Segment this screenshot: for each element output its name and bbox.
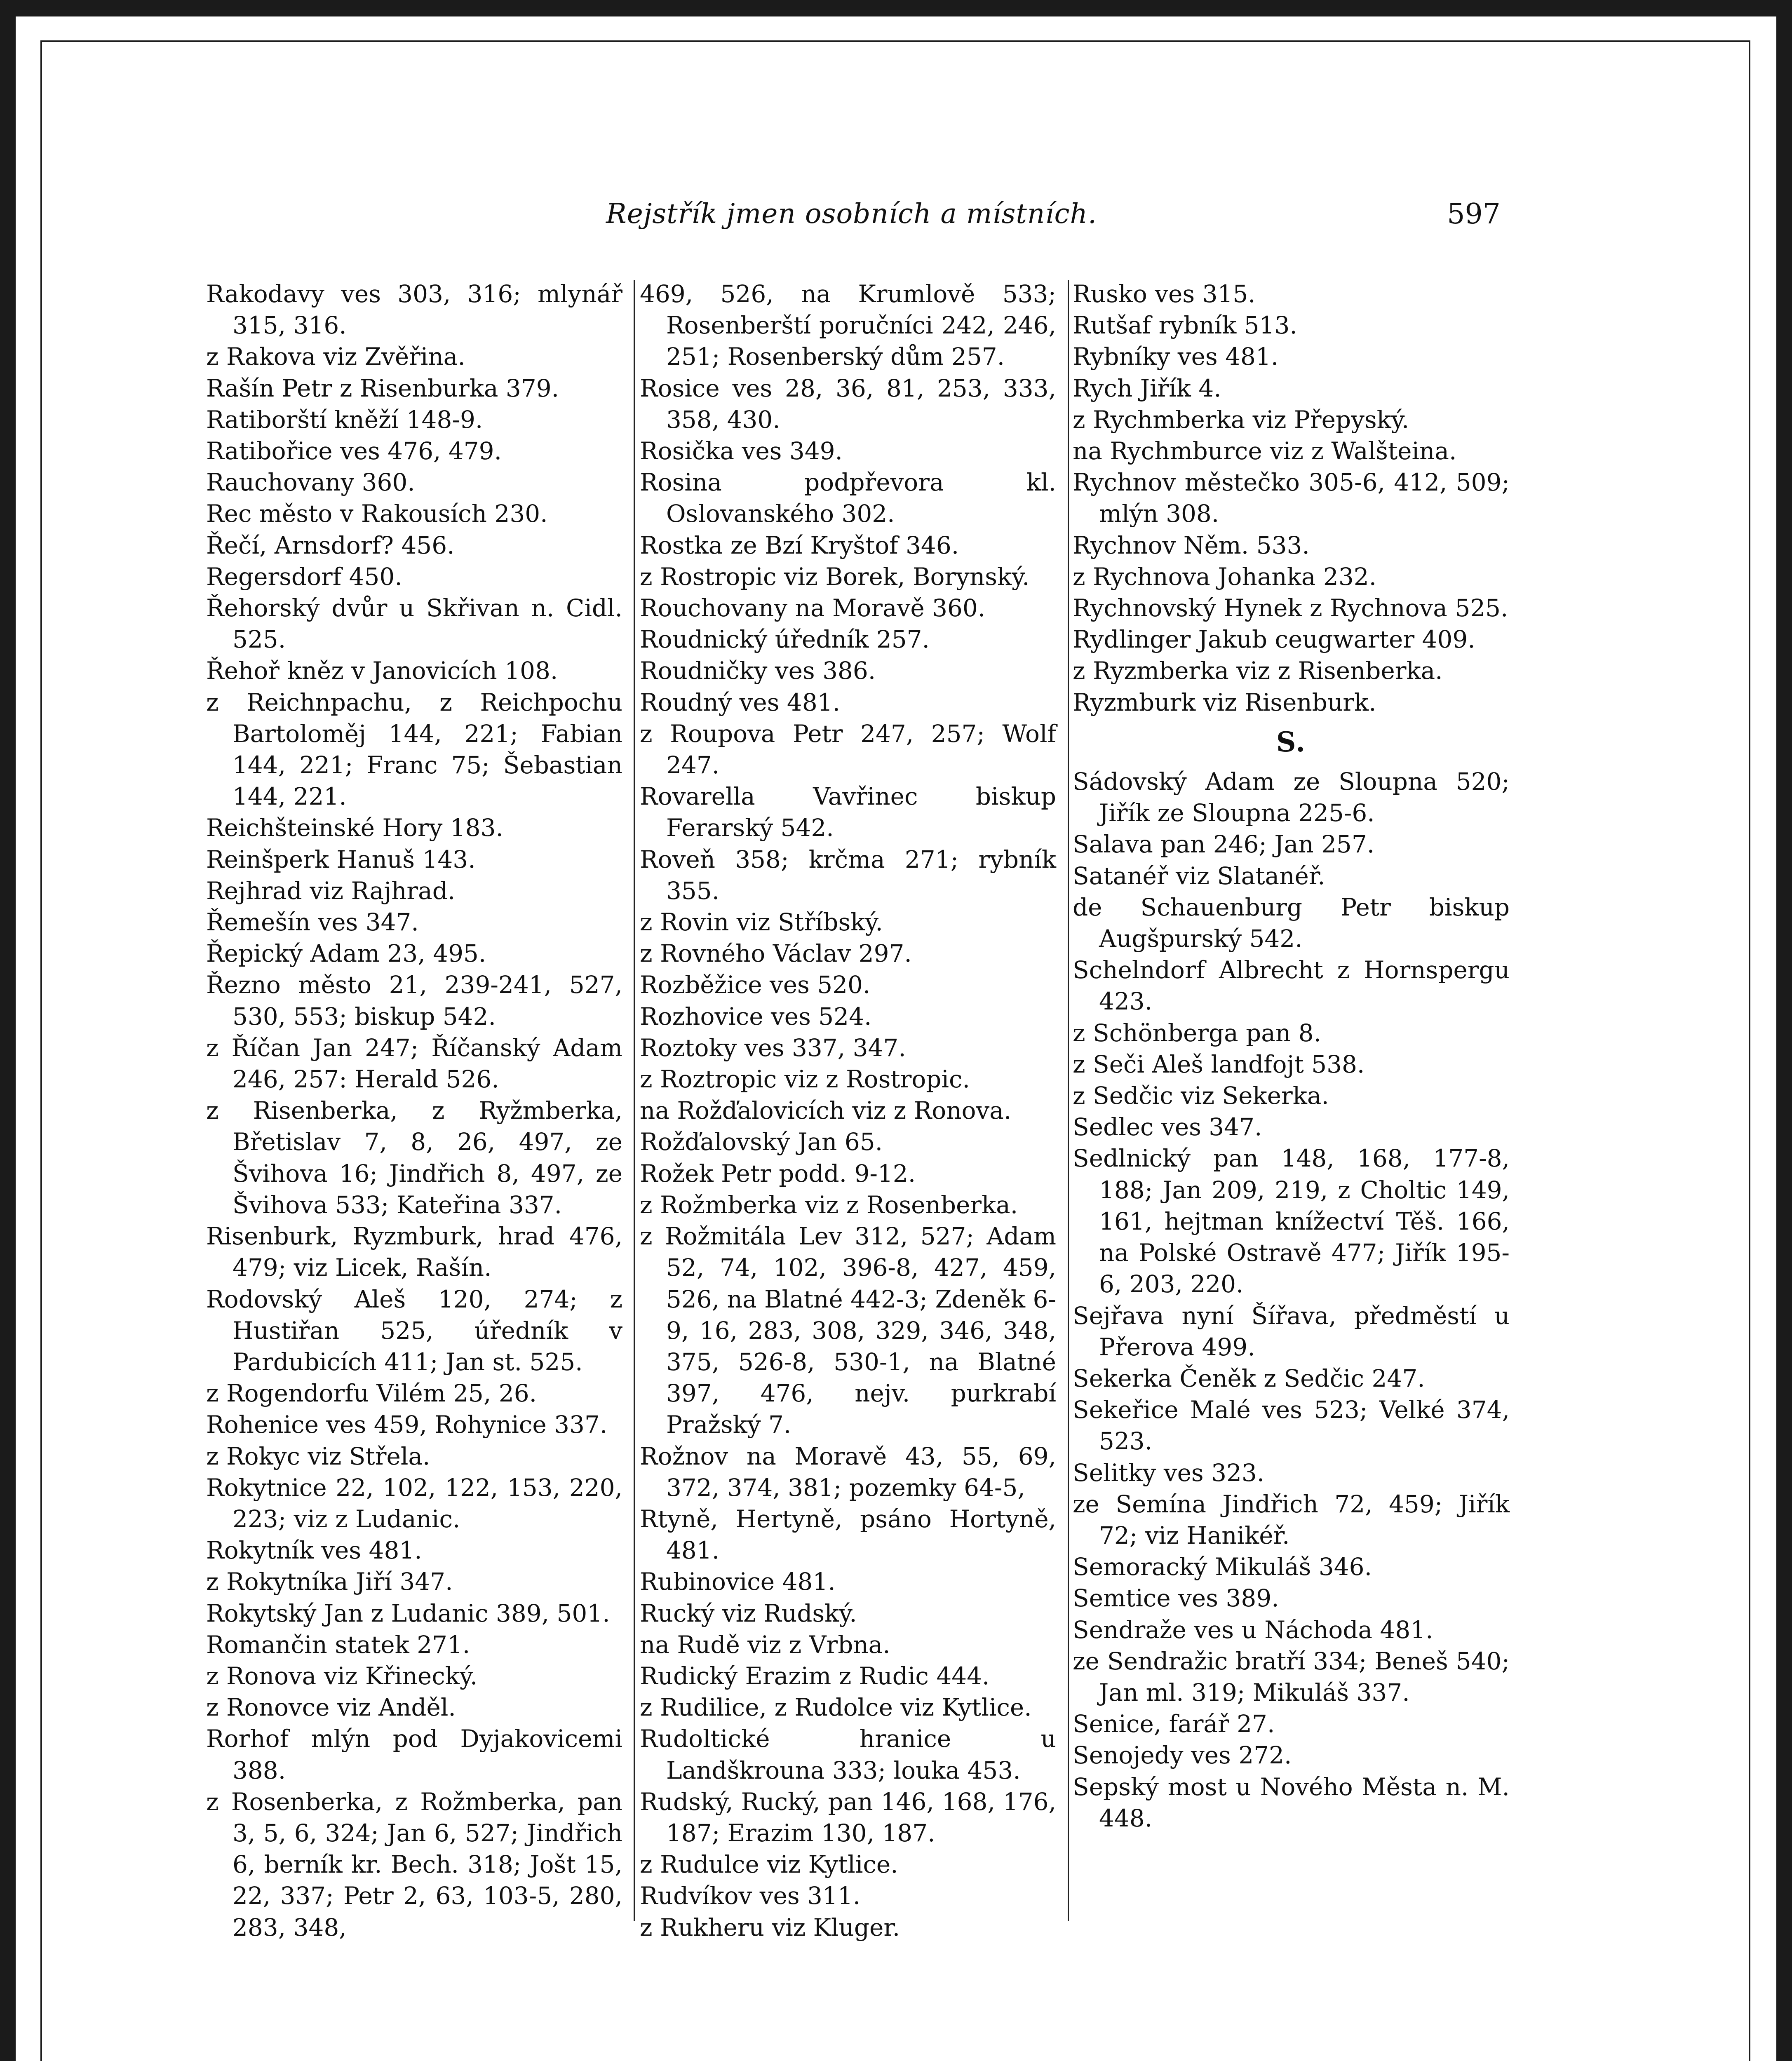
index-entry: Roztoky ves 337, 347. [640,1033,906,1062]
index-entry: z Ronovce viz Anděl. [206,1693,456,1722]
index-entry: Reinšperk Hanuš 143. [206,845,476,873]
index-entry: Rokytník ves 481. [206,1536,422,1565]
index-entry: z Rožmitála Lev 312, 527; Adam 52, 74, 102, 396-8, 427, 459, 526, na Blatné 442-3; Zdeněk 6-9, 16, 283, 308, 329, 346, 348, 375, 526-8, 530-1, na Blatné 397, 476, nejv. purkrabí Pražský 7. [640,1222,1056,1439]
index-entry: 469, 526, na Krumlově 533; Rosenberští poručníci 242, 246, 251; Rosenberský dům 257. [640,280,1056,371]
index-entry: Rybníky ves 481. [1073,343,1279,371]
index-entry: Rašín Petr z Risenburka 379. [206,374,559,402]
index-entry: Rtyně, Hertyně, psáno Hortyně, 481. [640,1505,1056,1565]
index-entry: z Roztropic viz z Rostropic. [640,1065,970,1094]
index-entry: Satanéř viz Slatanéř. [1073,861,1325,890]
index-entry: Rychnov městečko 305-6, 412, 509; mlýn 308. [1073,468,1510,528]
index-column-3-part-s [1073,766,1510,1834]
page-header [198,198,1501,243]
index-entry: Rouchovany na Moravě 360. [640,594,986,622]
index-entry: Senojedy ves 272. [1073,1741,1292,1770]
index-entry: Rubinovice 481. [640,1568,836,1596]
index-entry: Rudvíkov ves 311. [640,1882,861,1910]
index-entry: Sekerka Čeněk z Sedčic 247. [1073,1364,1425,1392]
index-entry: Rorhof mlýn pod Dyjakovicemi 388. [206,1725,622,1784]
index-entry: Řehoř kněz v Janovicích 108. [206,657,558,685]
index-entry: Roudničky ves 386. [640,657,876,685]
index-entry: Sedlec ves 347. [1073,1113,1262,1141]
index-entry: Sendraže ves u Náchoda 481. [1073,1615,1433,1644]
index-entry: z Rožmberka viz z Rosenberka. [640,1190,1018,1219]
index-entry: de Schauenburg Petr biskup Augšpurský 542. [1073,893,1510,953]
index-entry: Ratiborští kněží 148-9. [206,405,483,434]
index-entry: Rokytnice 22, 102, 122, 153, 220, 223; viz z Ludanic. [206,1473,622,1533]
index-entry: Ryzmburk viz Risenburk. [1073,688,1376,716]
index-entry: Rokytský Jan z Ludanic 389, 501. [206,1599,610,1627]
index-entry: z Rudulce viz Kytlice. [640,1850,898,1879]
index-entry: Rovarella Vavřinec biskup Ferarský 542. [640,782,1056,842]
index-entry: z Říčan Jan 247; Říčanský Adam 246, 257: Herald 526. [206,1033,622,1094]
index-entry: ze Sendražic bratří 334; Beneš 540; Jan ml. 319; Mikuláš 337. [1073,1647,1510,1707]
index-entry: z Rychmberka viz Přepyský. [1073,405,1409,434]
index-entry: Sepský most u Nového Města n. M. 448. [1073,1772,1510,1832]
index-entry: z Rudilice, z Rudolce viz Kytlice. [640,1693,1032,1722]
index-entry: Rohenice ves 459, Rohynice 337. [206,1411,608,1439]
index-entry: na Rudě viz z Vrbna. [640,1630,890,1659]
index-entry: Romančin statek 271. [206,1630,470,1659]
index-entry: z Rovin viz Stříbský. [640,908,883,937]
index-entry: Selitky ves 323. [1073,1458,1265,1487]
index-entry: Rych Jiřík 4. [1073,374,1221,402]
index-entry: Rauchovany 360. [206,468,415,497]
index-entry: Rudický Erazim z Rudic 444. [640,1662,990,1690]
index-entry: Rusko ves 315. [1073,280,1256,308]
index-entry: Rydlinger Jakub ceugwarter 409. [1073,625,1475,654]
index-entry: z Rukheru viz Kluger. [640,1913,900,1941]
index-entry: Reichšteinské Hory 183. [206,814,503,842]
index-entry: z Rogendorfu Vilém 25, 26. [206,1379,537,1408]
index-entry: Řečí, Arnsdorf? 456. [206,531,455,559]
index-entry: Rakodavy ves 303, 316; mlynář 315, 316. [206,280,622,340]
index-entry: Rudský, Rucký, pan 146, 168, 176, 187; Erazim 130, 187. [640,1787,1056,1847]
index-column-3 [1073,278,1510,1968]
index-entry: Řepický Adam 23, 495. [206,939,486,968]
index-entry: Rosice ves 28, 36, 81, 253, 333, 358, 430. [640,374,1056,434]
index-entry: Sekeřice Malé ves 523; Velké 374, 523. [1073,1396,1510,1455]
index-entry: na Rychmburce viz z Walšteina. [1073,437,1457,465]
index-entry: Semtice ves 389. [1073,1584,1279,1613]
index-entry: z Schönberga pan 8. [1073,1019,1321,1047]
index-entry: ze Semína Jindřich 72, 459; Jiřík 72; viz Hanikéř. [1073,1490,1510,1549]
index-entry: Rejhrad viz Rajhrad. [206,876,456,905]
index-entry: z Risenberka, z Ryžmberka, Břetislav 7, 8, 26, 497, ze Švihova 16; Jindřich 8, 497, ze Švihova 533; Kateřina 337. [206,1096,622,1219]
index-entry: z Rovného Václav 297. [640,939,912,968]
index-entry: Rec město v Rakousích 230. [206,500,548,528]
index-entry: Ratibořice ves 476, 479. [206,437,502,465]
index-entry: Regersdorf 450. [206,562,402,591]
index-entry: Řehorský dvůr u Skřivan n. Cidl. 525. [206,594,622,654]
index-entry: z Seči Aleš landfojt 538. [1073,1050,1365,1078]
index-entry: Rožnov na Moravě 43, 55, 69, 372, 374, 381; pozemky 64-5, [640,1442,1056,1502]
index-entry: z Ronova viz Křinecký. [206,1662,478,1690]
index-entry: z Ryzmberka viz z Risenberka. [1073,657,1443,685]
index-entry: Rodovský Aleš 120, 274; z Hustiřan 525, úředník v Pardubicích 411; Jan st. 525. [206,1285,622,1376]
index-entry: Rozběžice ves 520. [640,971,871,999]
index-column-3-part-r [1073,278,1510,718]
column-divider-1 [634,280,635,1921]
index-entry: Řemešín ves 347. [206,908,419,937]
index-entry: Rozhovice ves 524. [640,1002,872,1030]
index-entry: Rožďalovský Jan 65. [640,1128,883,1156]
index-entry: z Rychnova Johanka 232. [1073,562,1377,591]
index-entry: z Rosenberka, z Rožmberka, pan 3, 5, 6, 324; Jan 6, 527; Jindřich 6, berník kr. Bech. 318; Jošt 15, 22, 337; Petr 2, 63, 103-5, 280, 283, 348, [206,1787,622,1941]
index-entry: Rutšaf rybník 513. [1073,311,1297,340]
index-entry: Roveň 358; krčma 271; rybník 355. [640,845,1056,905]
index-entry: Semoracký Mikuláš 346. [1073,1553,1372,1581]
page-number: 597 [1447,198,1501,230]
index-entry: Rychnovský Hynek z Rychnova 525. [1073,594,1508,622]
index-entry: z Reichnpachu, z Reichpochu Bartoloměj 144, 221; Fabian 144, 221; Franc 75; Šebastian 144, 221. [206,688,622,811]
index-entry: Sejřava nyní Šířava, předměstí u Přerova 499. [1073,1301,1510,1361]
index-entry: z Rakova viz Zvěřina. [206,343,465,371]
index-column-1 [206,278,622,1968]
index-entry: z Sedčic viz Sekerka. [1073,1082,1329,1110]
index-entry: Risenburk, Ryzmburk, hrad 476, 479; viz Licek, Rašín. [206,1222,622,1282]
running-title: Rejstřík jmen osobních a místních. [606,198,1097,230]
index-entry: Sedlnický pan 148, 168, 177-8, 188; Jan 209, 219, z Choltic 149, 161, hejtman knížectví Těš. 166, na Polské Ostravě 477; Jiřík 195-6, 203, 220. [1073,1144,1510,1298]
index-entry: na Rožďalovicích viz z Ronova. [640,1096,1012,1125]
index-column-2 [640,278,1056,1968]
index-entry: z Rokyc viz Střela. [206,1442,430,1470]
index-entry: Rychnov Něm. 533. [1073,531,1310,559]
index-entry: Rudoltické hranice u Landškrouna 333; louka 453. [640,1725,1056,1784]
index-entry: z Rostropic viz Borek, Borynský. [640,562,1030,591]
index-entry: Rosina podpřevora kl. Oslovanského 302. [640,468,1056,528]
index-entry: Schelndorf Albrecht z Hornspergu 423. [1073,956,1510,1016]
index-entry: Roudnický úředník 257. [640,625,930,654]
index-entry: z Rokytníka Jiří 347. [206,1568,453,1596]
index-entry: Řezno město 21, 239-241, 527, 530, 553; biskup 542. [206,971,622,1030]
index-entry: Rosička ves 349. [640,437,843,465]
section-heading-s: S. [1276,725,1306,758]
column-divider-2 [1068,280,1069,1921]
index-entry: Sádovský Adam ze Sloupna 520; Jiřík ze Sloupna 225-6. [1073,768,1510,827]
index-entry: Rožek Petr podd. 9-12. [640,1159,916,1188]
index-entry: Salava pan 246; Jan 257. [1073,830,1375,859]
index-entry: Rucký viz Rudský. [640,1599,857,1627]
index-entry: Senice, farář 27. [1073,1710,1275,1738]
index-entry: Rostka ze Bzí Kryštof 346. [640,531,959,559]
index-entry: z Roupova Petr 247, 257; Wolf 247. [640,719,1056,779]
index-entry: Roudný ves 481. [640,688,841,716]
